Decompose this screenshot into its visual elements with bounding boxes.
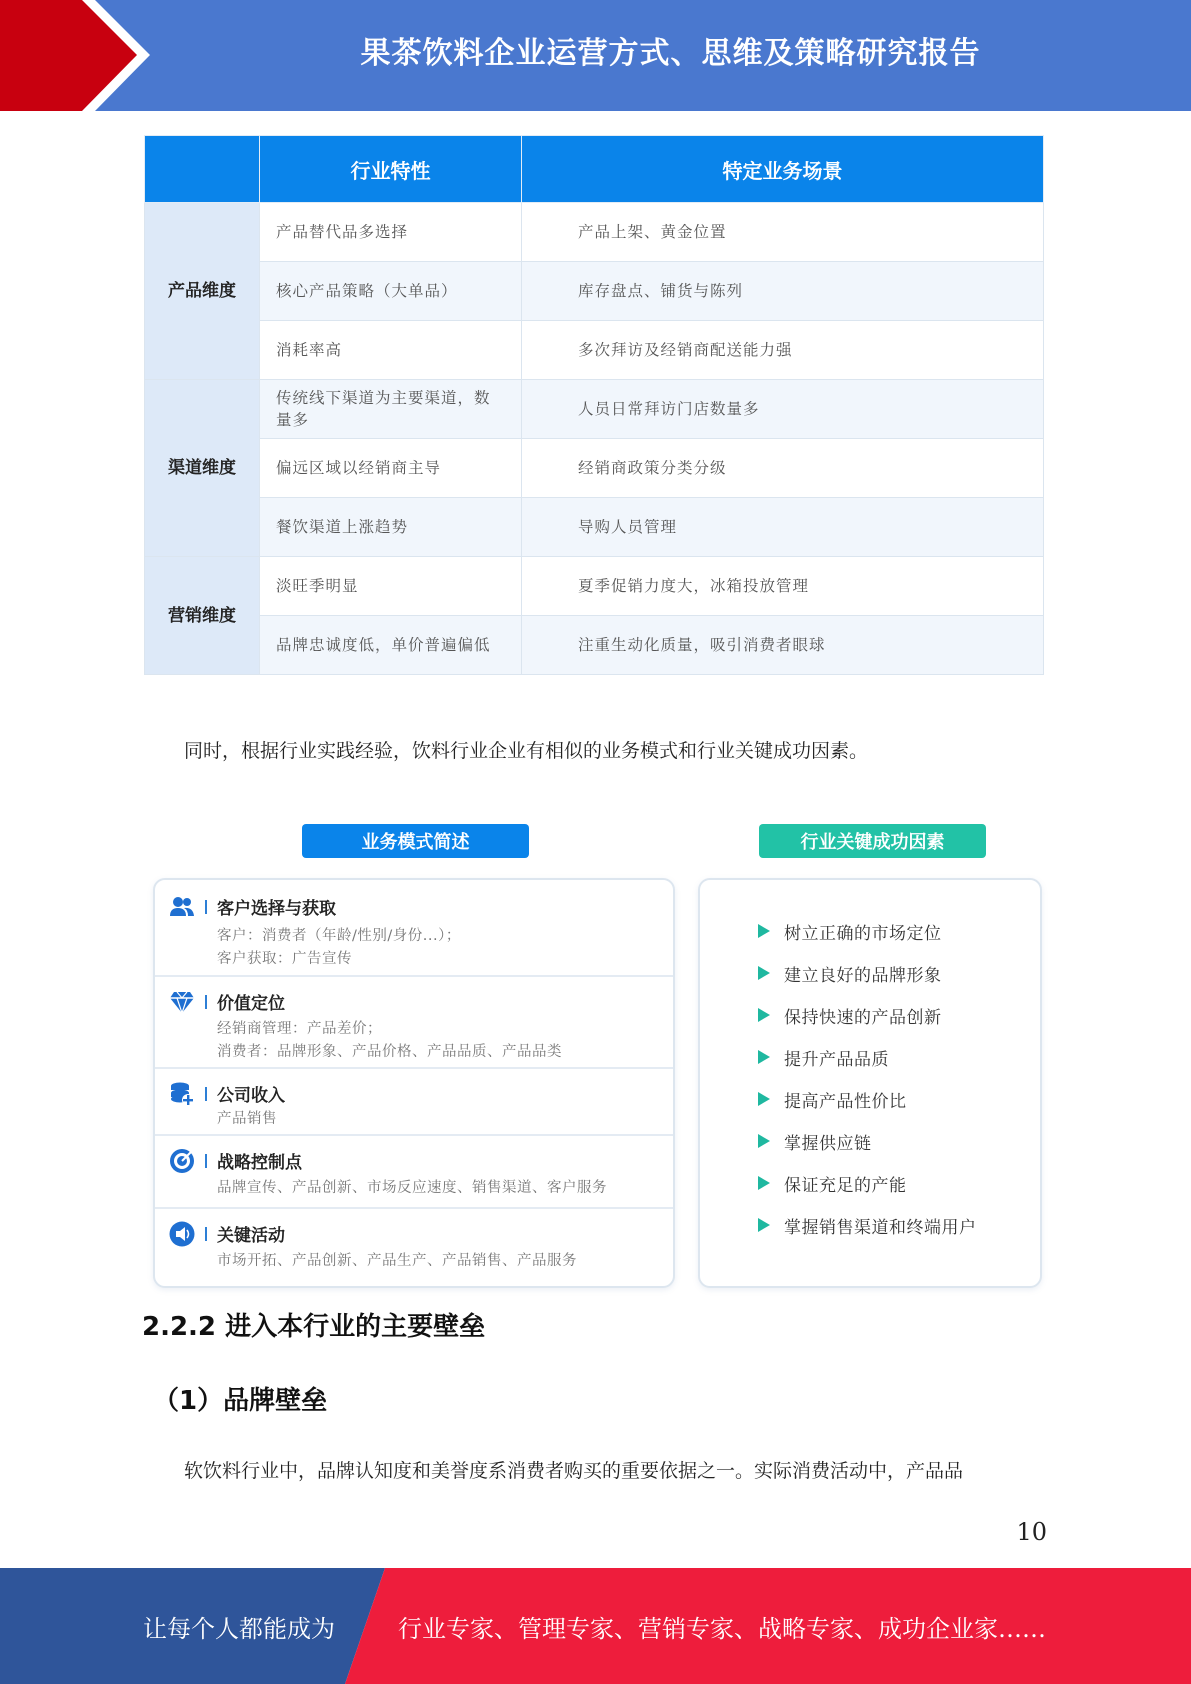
item-divider-bar [205, 900, 207, 914]
model-item-line: 品牌宣传、产品创新、市场反应速度、销售渠道、客户服务 [217, 1180, 607, 1196]
sub-heading: （1）品牌壁垒 [153, 1386, 328, 1416]
model-item-title: 公司收入 [217, 1086, 285, 1106]
factor-item [758, 1170, 907, 1196]
model-item-activities [155, 1207, 673, 1284]
table-header-characteristics: 行业特性 [260, 136, 522, 203]
triangle-bullet-icon [758, 1134, 770, 1148]
business-model-card [153, 878, 675, 1288]
dimension-table [144, 135, 1044, 675]
table-row [145, 557, 1044, 616]
table-cell: 人员日常拜访门店数量多 [522, 380, 1044, 439]
model-item-line: 客户获取：广告宣传 [217, 951, 352, 967]
table-header-row [145, 136, 1044, 203]
factor-text: 掌握供应链 [784, 1133, 872, 1154]
model-item-title: 客户选择与获取 [217, 899, 336, 919]
page-footer [0, 1568, 1191, 1684]
table-cell: 偏远区域以经销商主导 [260, 439, 522, 498]
diamond-icon [169, 989, 195, 1015]
factor-text: 掌握销售渠道和终端用户 [784, 1217, 977, 1238]
model-item-line: 市场开拓、产品创新、产品生产、产品销售、产品服务 [217, 1253, 577, 1269]
intro-paragraph: 同时，根据行业实践经验，饮料行业企业有相似的业务模式和行业关键成功因素。 [184, 740, 869, 762]
table-cell: 多次拜访及经销商配送能力强 [522, 321, 1044, 380]
table-row [145, 203, 1044, 262]
industry-characteristics-table [144, 135, 1043, 675]
table-cell: 库存盘点、铺货与陈列 [522, 262, 1044, 321]
table-cell: 淡旺季明显 [260, 557, 522, 616]
triangle-bullet-icon [758, 1092, 770, 1106]
table-cell: 消耗率高 [260, 321, 522, 380]
triangle-bullet-icon [758, 966, 770, 980]
factor-item [758, 1002, 942, 1028]
triangle-bullet-icon [758, 1176, 770, 1190]
item-divider-bar [205, 1154, 207, 1168]
factor-item [758, 960, 942, 986]
table-row [145, 321, 1044, 380]
speaker-icon [169, 1221, 195, 1247]
table-cell: 传统线下渠道为主要渠道，数量多 [260, 380, 522, 439]
factor-item [758, 1044, 889, 1070]
model-item-title: 价值定位 [217, 994, 285, 1014]
table-cell: 产品替代品多选择 [260, 203, 522, 262]
factor-text: 提高产品性价比 [784, 1091, 907, 1112]
model-item-line: 客户：消费者（年龄/性别/身份...）； [217, 928, 461, 944]
business-model-title: 业务模式简述 [302, 824, 529, 858]
model-item-title: 战略控制点 [217, 1153, 302, 1173]
table-cell: 经销商政策分类分级 [522, 439, 1044, 498]
factor-text: 保持快速的产品创新 [784, 1007, 942, 1028]
factor-item [758, 1212, 977, 1238]
table-header-blank [145, 136, 260, 203]
table-cell: 注重生动化质量，吸引消费者眼球 [522, 616, 1044, 675]
document-title: 果茶饮料企业运营方式、思维及策略研究报告 [360, 36, 981, 71]
table-cell: 核心产品策略（大单品） [260, 262, 522, 321]
coins-plus-icon [169, 1081, 195, 1107]
table-cell: 导购人员管理 [522, 498, 1044, 557]
table-row [145, 498, 1044, 557]
table-row [145, 439, 1044, 498]
factor-text: 提升产品品质 [784, 1049, 889, 1070]
model-item-line: 消费者：品牌形象、产品价格、产品品质、产品品类 [217, 1044, 562, 1060]
page-number: 10 [1016, 1518, 1047, 1546]
table-cell: 产品上架、黄金位置 [522, 203, 1044, 262]
factor-item [758, 918, 942, 944]
section-heading: 2.2.2 进入本行业的主要壁垒 [142, 1312, 486, 1342]
dimension-product: 产品维度 [145, 203, 260, 380]
factor-item [758, 1128, 872, 1154]
table-cell: 品牌忠诚度低，单价普遍偏低 [260, 616, 522, 675]
model-item-strategy [155, 1134, 673, 1209]
table-header-scenarios: 特定业务场景 [522, 136, 1044, 203]
factor-text: 树立正确的市场定位 [784, 923, 942, 944]
success-factors-title: 行业关键成功因素 [759, 824, 986, 858]
model-item-value [155, 975, 673, 1069]
brand-barrier-paragraph: 软饮料行业中，品牌认知度和美誉度系消费者购买的重要依据之一。实际消费活动中，产品品 [184, 1460, 964, 1482]
page-header [0, 0, 1191, 111]
dimension-marketing: 营销维度 [145, 557, 260, 675]
triangle-bullet-icon [758, 1218, 770, 1232]
factor-text: 建立良好的品牌形象 [784, 965, 942, 986]
table-row [145, 616, 1044, 675]
table-cell: 餐饮渠道上涨趋势 [260, 498, 522, 557]
model-item-revenue [155, 1067, 673, 1136]
model-item-title: 关键活动 [217, 1226, 285, 1246]
factor-text: 保证充足的产能 [784, 1175, 907, 1196]
table-row [145, 380, 1044, 439]
footer-slogan-right: 行业专家、管理专家、营销专家、战略专家、成功企业家…… [398, 1614, 1046, 1643]
item-divider-bar [205, 995, 207, 1009]
target-icon [169, 1148, 195, 1174]
item-divider-bar [205, 1227, 207, 1241]
triangle-bullet-icon [758, 924, 770, 938]
footer-slogan-left: 让每个人都能成为 [143, 1614, 335, 1643]
table-cell: 夏季促销力度大，冰箱投放管理 [522, 557, 1044, 616]
model-item-line: 产品销售 [217, 1111, 277, 1127]
success-factors-card [698, 878, 1042, 1288]
users-icon [169, 894, 195, 920]
factor-item [758, 1086, 907, 1112]
triangle-bullet-icon [758, 1008, 770, 1022]
item-divider-bar [205, 1087, 207, 1101]
triangle-bullet-icon [758, 1050, 770, 1064]
dimension-channel: 渠道维度 [145, 380, 260, 557]
model-item-customer [155, 880, 673, 977]
table-row [145, 262, 1044, 321]
model-item-line: 经销商管理：产品差价； [217, 1021, 382, 1037]
